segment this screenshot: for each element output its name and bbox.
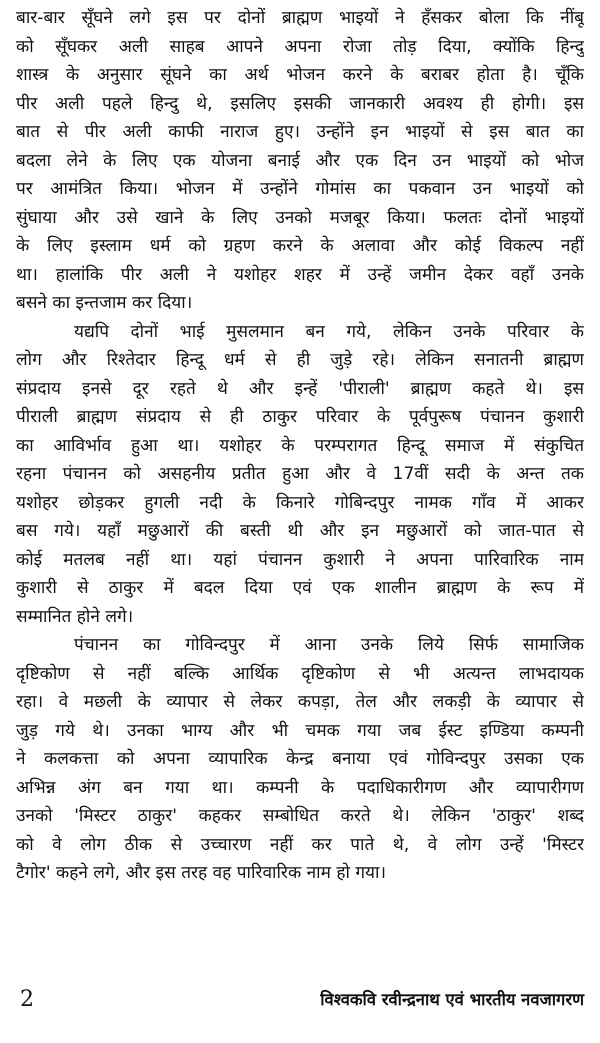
text-line: अभिन्न अंग बन गया था। कम्पनी के पदाधिकारीगण और व्यापारीगण (16, 777, 584, 798)
text-line: पर आमंत्रित किया। भोजन में उन्होंने गोमांस का पकवान उन भाइयों को (16, 179, 584, 199)
page-number: 2 (20, 987, 34, 1012)
text-line: उनको 'मिस्टर ठाकुर' कहकर सम्बोधित करते थे। लेकिन 'ठाकुर' शब्द (16, 806, 584, 826)
text-body (16, 4, 584, 888)
text-line: पीर अली पहले हिन्दु थे, इसलिए इसकी जानकारी अवश्य ही होगी। इस (16, 93, 584, 114)
text-line: बार-बार सूँघने लगे इस पर दोनों ब्राह्मण भाइयों ने हँसकर बोला कि नींबू (16, 8, 584, 28)
running-title: विश्वकवि रवीन्द्रनाथ एवं भारतीय नवजागरण (320, 990, 584, 1009)
text-line: कोई मतलब नहीं था। यहां पंचानन कुशारी ने अपना पारिवारिक नाम (16, 549, 584, 570)
text-line: सम्मानित होने लगे। (16, 606, 134, 627)
text-line: संप्रदाय इनसे दूर रहते थे और इन्हें 'पीराली' ब्राह्मण कहते थे। इस (16, 378, 584, 399)
text-line: ने कलकत्ता को अपना व्यापारिक केन्द्र बनाया एवं गोविन्दपुर उसका एक (16, 749, 584, 769)
text-line: यद्यपि दोनों भाई मुसलमान बन गये, लेकिन उनके परिवार के (74, 321, 584, 342)
text-line: पीराली ब्राह्मण संप्रदाय से ही ठाकुर परिवार के पूर्वपुरूष पंचानन कुशारी (16, 407, 584, 427)
text-line: था। हालांकि पीर अली ने यशोहर शहर में उन्हें जमीन देकर वहाँ उनके (16, 264, 584, 285)
text-line: का आविर्भाव हुआ था। यशोहर के परम्परागत हिन्दू समाज में संकुचित (16, 435, 584, 456)
text-line: बात से पीर अली काफी नाराज हुए। उन्होंने इन भाइयों से इस बात का (16, 122, 584, 142)
text-line: पंचानन का गोविन्दपुर में आना उनके लिये सिर्फ सामाजिक (74, 635, 584, 655)
text-line: यशोहर छोड़कर हुगली नदी के किनारे गोबिन्दपुर नामक गाँव में आकर (16, 492, 584, 513)
text-line: टैगोर' कहने लगे, और इस तरह वह पारिवारिक नाम हो गया। (16, 863, 386, 883)
text-line: बदला लेने के लिए एक योजना बनाई और एक दिन उन भाइयों को भोज (16, 150, 584, 171)
text-line: को वे लोग ठीक से उच्चारण नहीं कर पाते थे, वे लोग उन्हें 'मिस्टर (16, 834, 584, 855)
text-line: जुड़ गये थे। उनका भाग्य और भी चमक गया जब ईस्ट इण्डिया कम्पनी (16, 720, 584, 741)
text-line: सुंघाया और उसे खाने के लिए उनको मजबूर किया। फलतः दोनों भाइयों (16, 207, 584, 228)
text-line: बस गये। यहाँ मछुआरों की बस्ती थी और इन मछुआरों को जात-पात से (16, 521, 584, 541)
paragraph-1 (16, 4, 584, 318)
text-line: रहा। वे मछली के व्यापार से लेकर कपड़ा, तेल और लकड़ी के व्यापार से (16, 692, 584, 712)
page-footer (20, 985, 584, 1015)
text-line: शास्त्र के अनुसार सूंघने का अर्थ भोजन करने के बराबर होता है। चूँकि (16, 65, 584, 85)
paragraph-3 (16, 631, 584, 888)
text-line: रहना पंचानन को असहनीय प्रतीत हुआ और वे 17वीं सदी के अन्त तक (16, 464, 584, 484)
text-line: कुशारी से ठाकुर में बदल दिया एवं एक शालीन ब्राह्मण के रूप में (16, 578, 584, 598)
text-line: लोग और रिश्तेदार हिन्दू धर्म से ही जुड़े रहे। लेकिन सनातनी ब्राह्मण (16, 350, 584, 370)
text-line: के लिए इस्लाम धर्म को ग्रहण करने के अलावा और कोई विकल्प नहीं (16, 236, 584, 256)
paragraph-2 (16, 318, 584, 632)
text-line: को सूँघकर अली साहब आपने अपना रोजा तोड़ दिया, क्योंकि हिन्दु (16, 36, 584, 57)
text-line: बसने का इन्तजाम कर दिया। (16, 293, 193, 313)
text-line: दृष्टिकोण से नहीं बल्कि आर्थिक दृष्टिकोण से भी अत्यन्त लाभदायक (16, 663, 584, 684)
